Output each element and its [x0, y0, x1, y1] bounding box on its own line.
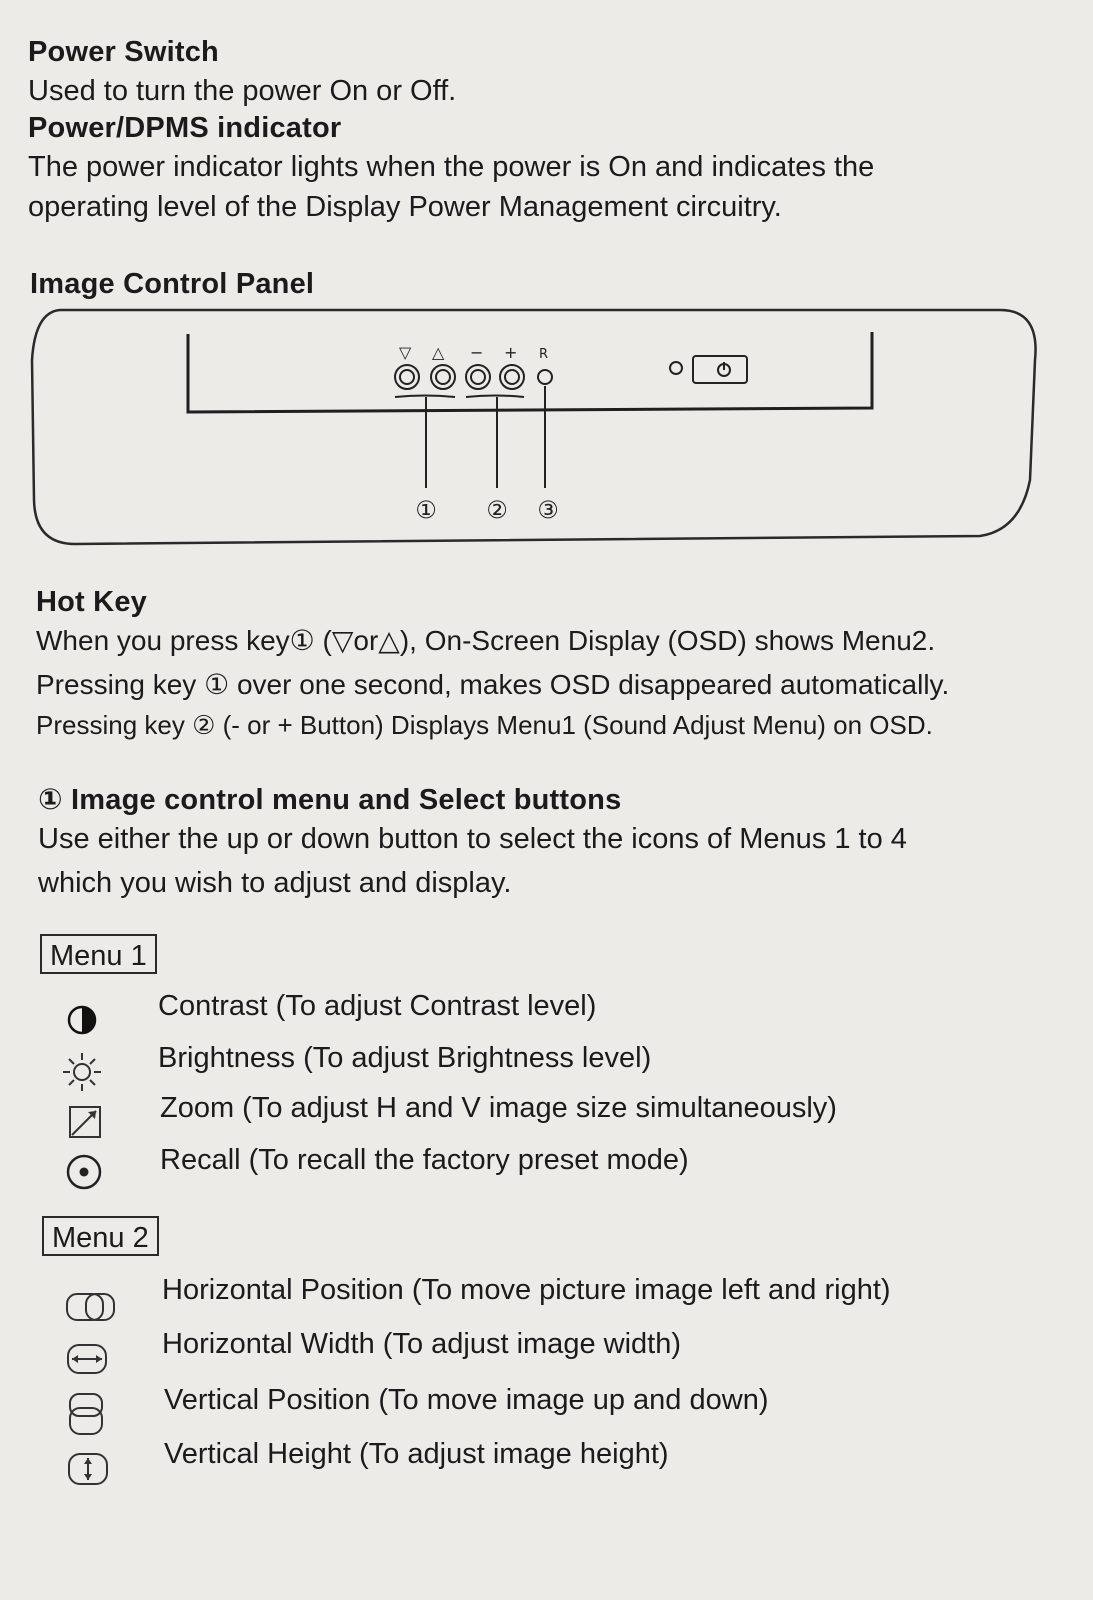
minus-symbol: −: [470, 343, 484, 362]
up-button[interactable]: [431, 365, 455, 389]
menu2-item-horizontal-width: Horizontal Width (To adjust image width): [162, 1328, 681, 1360]
horizontal-position-icon: [64, 1288, 120, 1328]
power-indicator-led: [670, 362, 682, 374]
minus-button[interactable]: [466, 365, 490, 389]
image-control-menu-line1: Use either the up or down button to select the icons of Menus 1 to 4: [38, 823, 907, 855]
power-button[interactable]: [693, 356, 747, 383]
control-panel-diagram: [0, 300, 1060, 560]
plus-symbol: +: [504, 343, 518, 362]
callout-lines: [395, 386, 545, 488]
power-indicator-line2: operating level of the Display Power Management circuitry.: [28, 191, 782, 223]
power-indicator-heading: Power/DPMS indicator: [28, 112, 342, 144]
hot-key-line2: Pressing key ① over one second, makes OSD disappeared automatically.: [36, 669, 950, 700]
zoom-icon: [66, 1102, 106, 1142]
screen-edge-line: [188, 332, 872, 412]
recall-button[interactable]: [538, 370, 552, 384]
down-button[interactable]: [395, 365, 419, 389]
up-symbol: △: [432, 343, 445, 362]
menu2-item-vertical-height: Vertical Height (To adjust image height): [164, 1438, 669, 1470]
menu1-item-brightness: Brightness (To adjust Brightness level): [158, 1042, 652, 1074]
vertical-position-icon: [64, 1390, 112, 1440]
menu2-item-vertical-position: Vertical Position (To move image up and down): [164, 1384, 769, 1416]
image-control-menu-heading: ① Image control menu and Select buttons: [38, 784, 622, 816]
menu1-item-recall: Recall (To recall the factory preset mode): [160, 1144, 689, 1176]
down-symbol: ▽: [399, 343, 412, 362]
plus-button[interactable]: [500, 365, 524, 389]
vertical-height-icon: [64, 1448, 112, 1490]
hot-key-line3: Pressing key ② (- or + Button) Displays Menu1 (Sound Adjust Menu) on OSD.: [36, 710, 933, 740]
menu1-label: Menu 1: [40, 934, 157, 974]
callout-1: ①: [415, 496, 437, 524]
monitor-bezel-outline: [32, 310, 1036, 544]
callout-2: ②: [486, 496, 508, 524]
image-control-menu-line2: which you wish to adjust and display.: [38, 867, 512, 899]
menu2-item-horizontal-position: Horizontal Position (To move picture image left and right): [162, 1274, 891, 1306]
power-indicator-line1: The power indicator lights when the power is On and indicates the: [28, 151, 875, 183]
button-symbols: [399, 343, 548, 362]
menu1-item-contrast: Contrast (To adjust Contrast level): [158, 990, 597, 1022]
hot-key-line1: When you press key① (▽or△), On-Screen Display (OSD) shows Menu2.: [36, 625, 936, 656]
power-switch-heading: Power Switch: [28, 36, 219, 68]
menu1-item-zoom: Zoom (To adjust H and V image size simultaneously): [160, 1092, 837, 1124]
callout-3: ③: [537, 496, 559, 524]
brightness-icon: [60, 1050, 104, 1094]
power-switch-text: Used to turn the power On or Off.: [28, 75, 457, 107]
hot-key-heading: Hot Key: [36, 586, 147, 618]
horizontal-width-icon: [64, 1338, 112, 1380]
menu2-label: Menu 2: [42, 1216, 159, 1256]
recall-symbol: R: [539, 347, 549, 362]
contrast-icon: [62, 1000, 102, 1040]
recall-icon: [62, 1150, 106, 1194]
image-control-panel-heading: Image Control Panel: [30, 268, 315, 300]
